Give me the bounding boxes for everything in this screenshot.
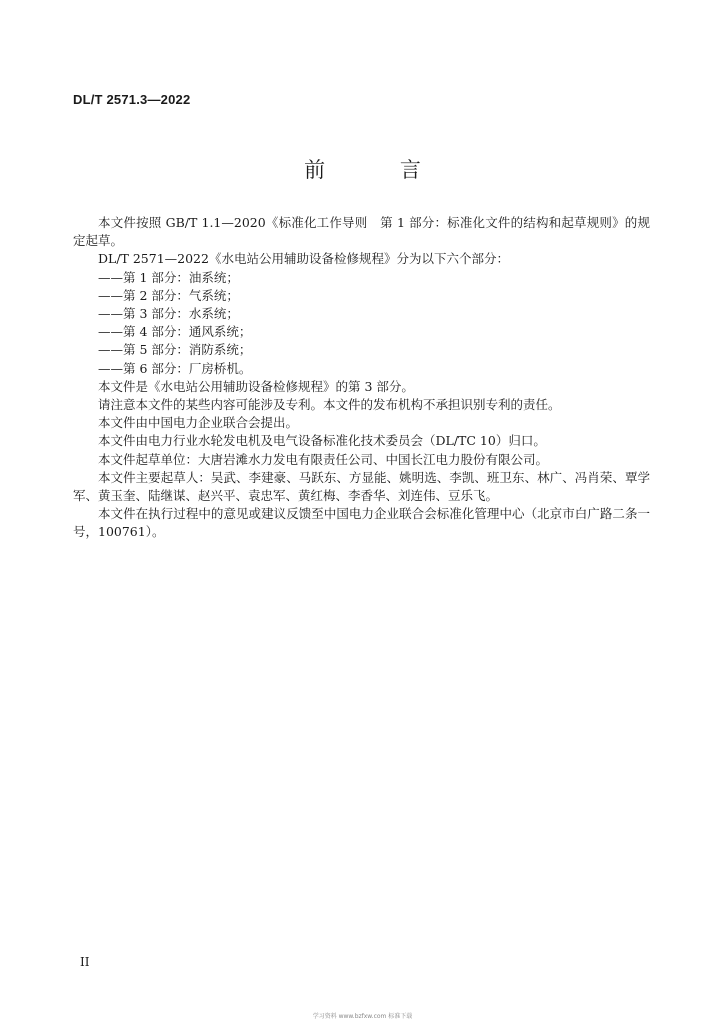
- foreword-body: [73, 214, 650, 542]
- paragraph-drafting-units: 本文件起草单位：大唐岩滩水力发电有限责任公司、中国长江电力股份有限公司。: [98, 451, 549, 467]
- paragraph-drafting-rule: 本文件按照 GB/T 1.1—2020《标准化工作导则 第 1 部分：标准化文件的结构和起草规则》的规定起草。: [73, 215, 650, 249]
- list-item-part-2: ——第 2 部分：气系统；: [98, 287, 239, 303]
- list-item-part-1: ——第 1 部分：油系统；: [98, 269, 239, 285]
- list-item-part-6: ——第 6 部分：厂房桥机。: [98, 360, 252, 376]
- watermark-text: 学习资料 www.bzfxw.com 标准下载: [312, 1013, 413, 1020]
- list-item-part-4: ——第 4 部分：通风系统；: [98, 324, 252, 340]
- paragraph-proposer: 本文件由中国电力企业联合会提出。: [98, 415, 299, 431]
- paragraph-committee: 本文件由电力行业水轮发电机及电气设备标准化技术委员会（DL/TC 10）归口。: [98, 433, 546, 449]
- paragraph-parts-intro: DL/T 2571—2022《水电站公用辅助设备检修规程》分为以下六个部分：: [98, 251, 509, 267]
- paragraph-this-part: 本文件是《水电站公用辅助设备检修规程》的第 3 部分。: [98, 378, 414, 394]
- list-item-part-5: ——第 5 部分：消防系统；: [98, 342, 252, 358]
- paragraph-drafters: 本文件主要起草人：吴武、李建豪、马跃东、方显能、姚明选、李凯、班卫东、林广、冯肖荣、覃学军、黄玉奎、陆继谋、赵兴平、袁忠军、黄红梅、李香华、刘连伟、豆乐飞。: [73, 469, 650, 504]
- page-number: II: [80, 955, 90, 969]
- section-title: 前 言: [304, 158, 455, 182]
- list-item-part-3: ——第 3 部分：水系统；: [98, 306, 239, 322]
- paragraph-feedback: 本文件在执行过程中的意见或建议反馈至中国电力企业联合会标准化管理中心（北京市白广路二条一号，100761）。: [73, 506, 650, 540]
- document-code: DL/T 2571.3—2022: [73, 92, 191, 107]
- paragraph-patent-notice: 请注意本文件的某些内容可能涉及专利。本文件的发布机构不承担识别专利的责任。: [98, 397, 561, 413]
